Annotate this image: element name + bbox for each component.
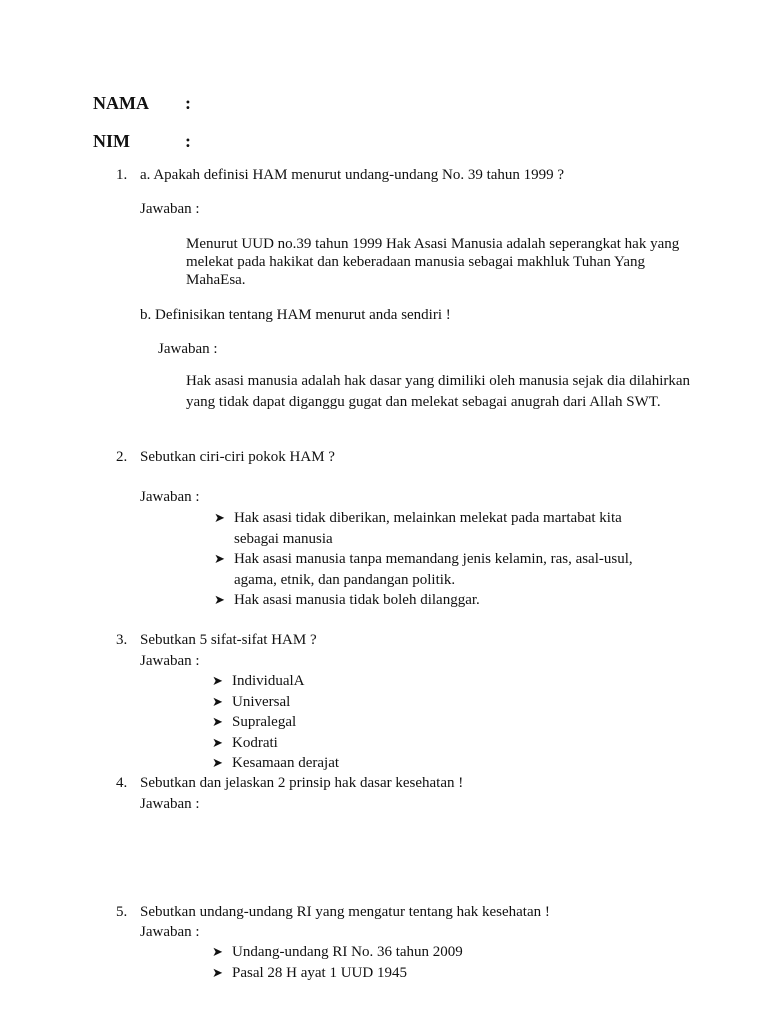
- arrowhead-bullet-icon: ➤: [214, 592, 225, 607]
- q5-number: 5.: [116, 904, 128, 920]
- arrowhead-bullet-icon: ➤: [212, 944, 223, 959]
- q5-answer-label: Jawaban :: [140, 924, 200, 940]
- list-item: ➤ Universal: [212, 692, 512, 713]
- q4-question: Sebutkan dan jelaskan 2 prinsip hak dasar kesehatan !: [140, 775, 464, 791]
- q2-bullet-list: [214, 508, 654, 611]
- q1b-answer: Hak asasi manusia adalah hak dasar yang dimiliki oleh manusia sejak dia dilahirkan yang tidak dapat diganggu gugat dan melekat sebagai anugrah dari Allah SWT.: [186, 373, 691, 410]
- nim-colon: :: [185, 131, 191, 151]
- list-item: ➤ IndividualA: [212, 671, 512, 692]
- q4-answer-label: Jawaban :: [140, 796, 200, 812]
- arrowhead-bullet-icon: ➤: [212, 714, 223, 729]
- q1a-answer: Menurut UUD no.39 tahun 1999 Hak Asasi Manusia adalah seperangkat hak yang melekat pada hakikat dan keberadaan manusia sebagai makhluk Tuhan Yang MahaEsa.: [186, 236, 680, 288]
- nama-colon: :: [185, 93, 191, 113]
- arrowhead-bullet-icon: ➤: [214, 551, 225, 566]
- q5-bullet-list: [212, 942, 612, 983]
- list-item: ➤ Pasal 28 H ayat 1 UUD 1945: [212, 963, 612, 984]
- nama-label: NAMA: [93, 93, 149, 113]
- q1-number: 1.: [116, 167, 128, 183]
- q2-answer-label: Jawaban :: [140, 489, 200, 505]
- q1a-answer-label: Jawaban :: [140, 201, 200, 217]
- list-item: ➤ Undang-undang RI No. 36 tahun 2009: [212, 942, 612, 963]
- q2-number: 2.: [116, 449, 128, 465]
- q3-bullet-list: [212, 671, 512, 774]
- q4-number: 4.: [116, 775, 128, 791]
- list-item: ➤ Kodrati: [212, 733, 512, 754]
- arrowhead-bullet-icon: ➤: [212, 964, 223, 980]
- q3-question: Sebutkan 5 sifat-sifat HAM ?: [140, 632, 317, 648]
- q1b-question: b. Definisikan tentang HAM menurut anda sendiri !: [140, 307, 451, 323]
- arrowhead-bullet-icon: ➤: [212, 755, 223, 770]
- list-item: ➤ Supralegal: [212, 712, 512, 733]
- q2-question: Sebutkan ciri-ciri pokok HAM ?: [140, 449, 335, 465]
- q5-question: Sebutkan undang-undang RI yang mengatur tentang hak kesehatan !: [140, 904, 550, 920]
- q3-number: 3.: [116, 632, 128, 648]
- q1a-question: a. Apakah definisi HAM menurut undang-undang No. 39 tahun 1999 ?: [140, 167, 565, 183]
- arrowhead-bullet-icon: ➤: [212, 734, 223, 750]
- list-item: ➤ Hak asasi manusia tanpa memandang jenis kelamin, ras, asal-usul, agama, etnik, dan pandangan politik.: [214, 551, 633, 588]
- arrowhead-bullet-icon: ➤: [212, 693, 223, 709]
- arrowhead-bullet-icon: ➤: [214, 510, 225, 525]
- list-item: ➤ Hak asasi manusia tidak boleh dilanggar.: [214, 590, 654, 611]
- q1b-answer-label: Jawaban :: [158, 341, 218, 357]
- nim-label: NIM: [93, 131, 130, 151]
- list-item: ➤ Hak asasi tidak diberikan, melainkan melekat pada martabat kita sebagai manusia: [214, 510, 622, 547]
- list-item: ➤ Kesamaan derajat: [212, 753, 512, 774]
- q3-answer-label: Jawaban :: [140, 653, 200, 669]
- arrowhead-bullet-icon: ➤: [212, 673, 223, 688]
